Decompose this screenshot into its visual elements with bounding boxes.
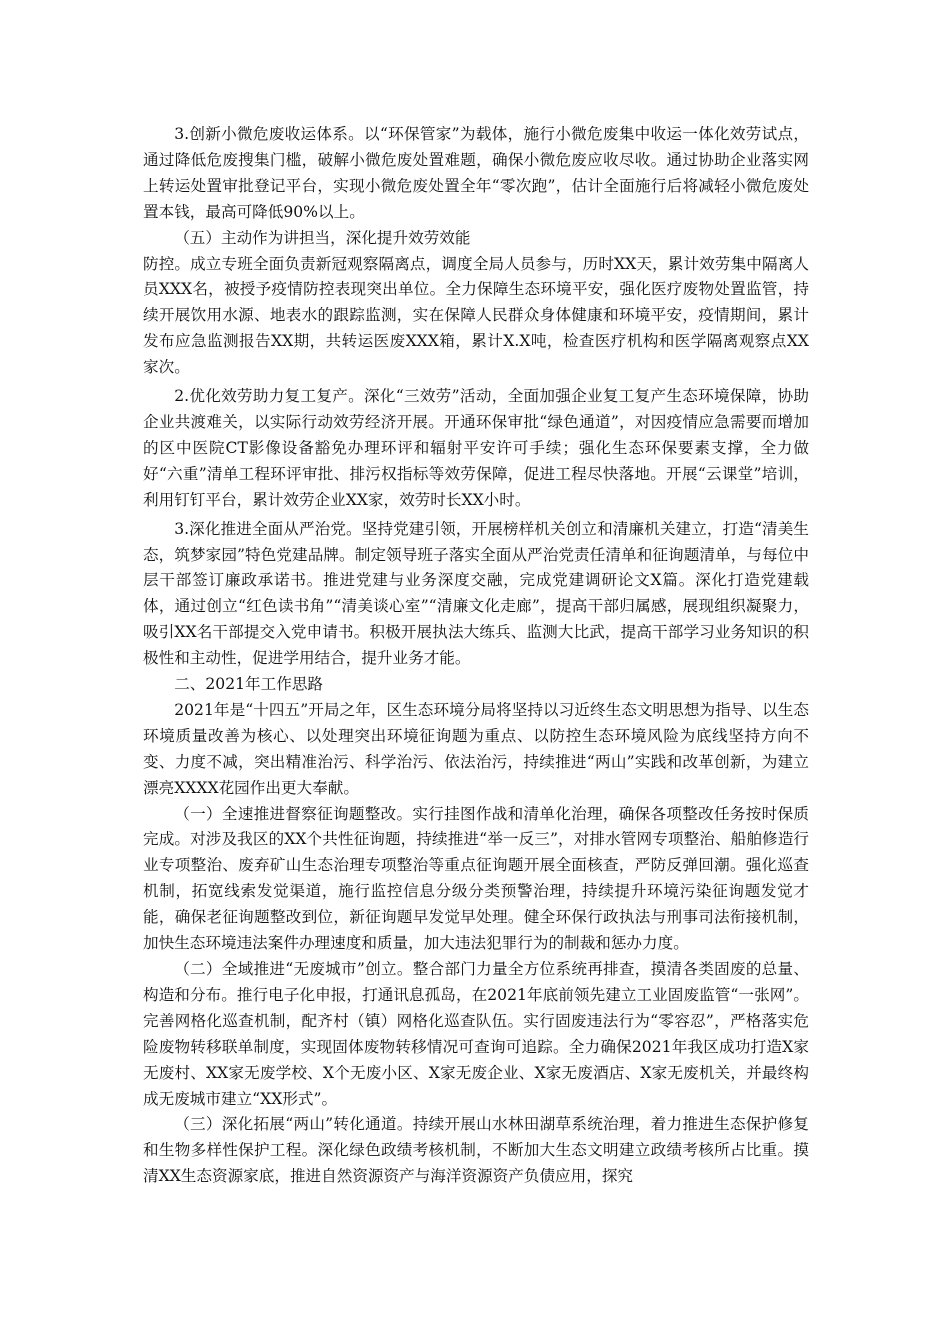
paragraph-inspection-rectification: （一）全速推进督察征询题整改。实行挂图作战和清单化治理，确保各项整改任务按时保质完成。对涉及我区的XX个共性征询题，持续推进“举一反三”，对排水管网专项整治、船舶修造行业专项整治、废弃矿山生态治理专项整治等重点征询题开展全面核查，严防反弹回潮。强化巡查机制，拓宽线索发觉渠道，施行监控信息分级分类预警治理，持续提升环境污染征询题发觉才能，确保老征询题整改到位，新征询题早发觉早处理。健全环保行政执法与刑事司法衔接机制，加快生态环境违法案件办理速度和质量，加大违法犯罪行为的制裁和惩办力度。 bbox=[143, 804, 809, 953]
paragraph-epidemic-control: 防控。成立专班全面负责新冠观察隔离点，调度全局人员参与，历时XX天，累计效劳集中隔离人员XXX名，被授予疫情防控表现突出单位。全力保障生态环境平安，强化医疗废物处置监管，持续开展饮用水源、地表水的跟踪监测，实在保障人民群众身体健康和环境平安，疫情期间，累计发布应急监测报告XX期，共转运医废XXX箱，累计X.X吨，检查医疗机构和医学隔离观察点XX家次。 bbox=[143, 254, 809, 377]
paragraph-2021-intro: 2021年是“十四五”开局之年，区生态环境分局将坚持以习近终生态文明思想为指导、以生态环境质量改善为核心、以处理突出环境征询题为重点、以防控生态环境风险为底线坚持方向不变、力度不减，突出精准治污、科学治污、依法治污，持续推进“两山”实践和改革创新，为建立漂亮XXXX花园作出更大奉献。 bbox=[143, 700, 809, 797]
section-heading-5: （五）主动作为讲担当，深化提升效劳效能 bbox=[174, 228, 471, 247]
paragraph-zero-waste-city: （二）全域推进“无废城市”创立。整合部门力量全方位系统再排查，摸清各类固废的总量、构造和分布。推行电子化申报，打通讯息孤岛，在2021年底前领先建立工业固废监管“一张网”。完善网格化巡查机制，配齐村（镇）网格化巡查队伍。实行固废违法行为“零容忍”，严格落实危险废物转移联单制度，实现固体废物转移情况可查询可追踪。全力确保2021年我区成功打造X家无废村、XX家无废学校、X个无废小区、X家无废企业、X家无废酒店、X家无废机关，并最终构成无废城市建立“XX形式”。 bbox=[143, 960, 809, 1108]
section-heading-2021-plan: 二、2021年工作思路 bbox=[174, 675, 324, 694]
paragraph-two-mountains: （三）深化拓展“两山”转化通道。持续开展山水林田湖草系统治理，着力推进生态保护修复和生物多样性保护工程。深化绿色政绩考核机制，不断加大生态文明建立政绩考核所占比重。摸清XX生态资源家底，推进自然资源资产与海洋资源资产负债应用，探究 bbox=[143, 1115, 809, 1186]
paragraph-resume-work: 2.优化效劳助力复工复产。深化“三效劳”活动，全面加强企业复工复产生态环境保障，协助企业共渡难关，以实际行动效劳经济开展。开通环保审批“绿色通道”，对因疫情应急需要而增加的区中医院CT影像设备豁免办理环评和辐射平安许可手续；强化生态环保要素支撑，全力做好“六重”清单工程环评审批、排污权指标等效劳保障，促进工程尽快落地。开展“云课堂”培训，利用钉钉平台，累计效劳企业XX家，效劳时长XX小时。 bbox=[143, 387, 809, 509]
paragraph-micro-hazardous-waste: 3.创新小微危废收运体系。以“环保管家”为载体，施行小微危废集中收运一体化效劳试点，通过降低危废搜集门槛，破解小微危废处置难题，确保小微危废应收尽收。通过协助企业落实网上转运处置审批登记平台，实现小微危废处置全年“零次跑”，估计全面施行后将减轻小微危废处置本钱，最高可降低90%以上。 bbox=[143, 125, 809, 221]
paragraph-party-governance: 3.深化推进全面从严治党。坚持党建引领，开展榜样机关创立和清廉机关建立，打造“清美生态，筑梦家园”特色党建品牌。制定领导班子落实全面从严治党责任清单和征询题清单，与每位中层干部签订廉政承诺书。推进党建与业务深度交融，完成党建调研论文X篇。深化打造党建载体，通过创立“红色读书角”“清美谈心室”“清廉文化走廊”，提高干部归属感，展现组织凝聚力，吸引XX名干部提交入党申请书。积极开展执法大练兵、监测大比武，提高干部学习业务知识的积极性和主动性，促进学用结合，提升业务才能。 bbox=[143, 519, 809, 668]
document-page bbox=[143, 122, 809, 1190]
